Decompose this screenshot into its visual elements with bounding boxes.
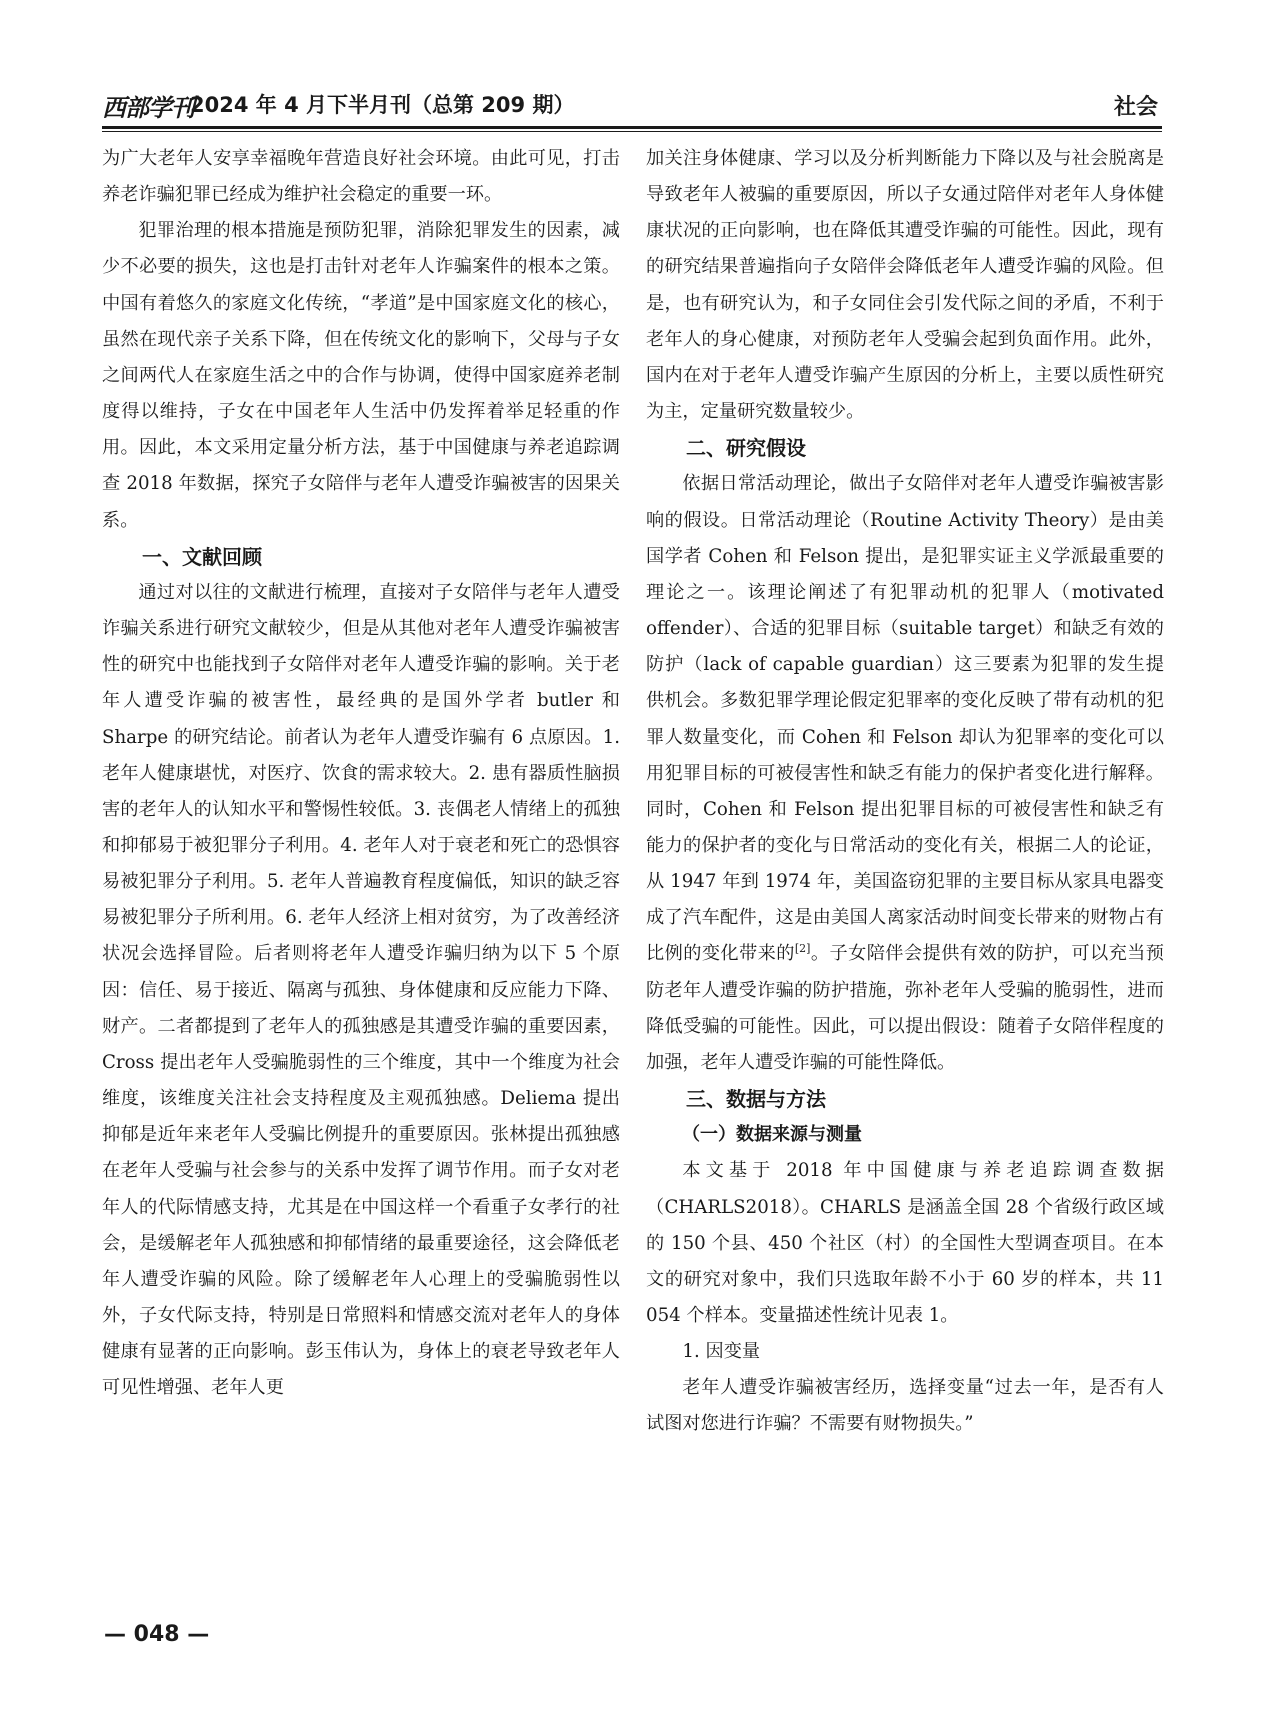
header-rule-thick <box>102 126 1162 129</box>
paragraph <box>646 466 1164 1081</box>
journal-logo: 西部学刊 <box>102 93 194 122</box>
running-header <box>102 88 1162 128</box>
section-heading: 二、研究假设 <box>686 436 806 461</box>
subsection-heading: （一）数据来源与测量 <box>682 1124 862 1146</box>
paragraph: 通过对以往的文献进行梳理，直接对子女陪伴与老年人遭受诈骗关系进行研究文献较少，但是从其他对老年人遭受诈骗被害性的研究中也能找到子女陪伴对老年人遭受诈骗的影响。关于老年人遭受诈骗的被害性，最经典的是国外学者 butler 和 Sharpe 的研究结论。前者认为老年人遭受诈骗有 6 点原因。1. 老年人健康堪忧，对医疗、饮食的需求较大。2. 患有器质性脑损害的老年人的认知水平和警惕性较低。3. 丧偶老人情绪上的孤独和抑郁易于被犯罪分子利用。4. 老年人对于衰老和死亡的恐惧容易被犯罪分子利用。5. 老年人普遍教育程度偏低，知识的缺乏容易被犯罪分子所利用。6. 老年人经济上相对贫穷，为了改善经济状况会选择冒险。后者则将老年人遭受诈骗归纳为以下 5 个原因：信任、易于接近、隔离与孤独、身体健康和反应能力下降、财产。二者都提到了老年人的孤独感是其遭受诈骗的重要因素，Cross 提出老年人受骗脆弱性的三个维度，其中一个维度为社会维度，该维度关注社会支持程度及主观孤独感。Deliema 提出抑郁是近年来老年人受骗比例提升的重要原因。张林提出孤独感在老年人受骗与社会参与的关系中发挥了调节作用。而子女对老年人的代际情感支持，尤其是在中国这样一个看重子女孝行的社会，是缓解老年人孤独感和抑郁情绪的最重要途径，这会降低老年人遭受诈骗的风险。除了缓解老年人心理上的受骗脆弱性以外，子女代际支持，特别是日常照料和情感交流对老年人的身体健康有显著的正向影响。彭玉伟认为，身体上的衰老导致老年人可见性增强、老年人更 <box>102 581 620 1399</box>
right-column <box>646 141 1164 1443</box>
left-column <box>102 141 620 1406</box>
paragraph: 为广大老年人安享幸福晚年营造良好社会环境。由此可见，打击养老诈骗犯罪已经成为维护社会稳定的重要一环。 <box>102 148 620 206</box>
header-rule-thin <box>102 131 1162 132</box>
subsection-label: 1. 因变量 <box>682 1341 761 1363</box>
section-name: 社会 <box>1113 95 1158 120</box>
paragraph: 加关注身体健康、学习以及分析判断能力下降以及与社会脱离是导致老年人被骗的重要原因，所以子女通过陪伴对老年人身体健康状况的正向影响，也在降低其遭受诈骗的可能性。因此，现有的研究结果普遍指向子女陪伴会降低老年人遭受诈骗的风险。但是，也有研究认为，和子女同住会引发代际之间的矛盾，不利于老年人的身心健康，对预防老年人受骗会起到负面作用。此外，国内在对于老年人遭受诈骗产生原因的分析上，主要以质性研究为主，定量研究数量较少。 <box>646 148 1164 423</box>
paragraph: 老年人遭受诈骗被害经历，选择变量“过去一年，是否有人试图对您进行诈骗？不需要有财物损失。” <box>646 1377 1164 1435</box>
citation: [2] <box>794 942 811 956</box>
paragraph: 本文基于 2018 年中国健康与养老追踪调查数据（CHARLS2018）。CHARLS 是涵盖全国 28 个省级行政区域的 150 个县、450 个社区（村）的全国性大型调查项目。在本文的研究对象中，我们只选取年龄不小于 60 岁的样本，共 11 054 个样本。变量描述性统计见表 1。 <box>646 1160 1164 1326</box>
paragraph-text: 依据日常活动理论，做出子女陪伴对老年人遭受诈骗被害影响的假设。日常活动理论（Routine Activity Theory）是由美国学者 Cohen 和 Felson 提出，是犯罪实证主义学派最重要的理论之一。该理论阐述了有犯罪动机的犯罪人（motivated offender）、合适的犯罪目标（suitable target）和缺乏有效的防护（lack of capable guardian）这三要素为犯罪的发生提供机会。多数犯罪学理论假定犯罪率的变化反映了带有动机的犯罪人数量变化，而 Cohen 和 Felson 却认为犯罪率的变化可以用犯罪目标的可被侵害性和缺乏有能力的保护者变化进行解释。同时，Cohen 和 Felson 提出犯罪目标的可被侵害性和缺乏有能力的保护者的变化与日常活动的变化有关，根据二人的论证，从 1947 年到 1974 年，美国盗窃犯罪的主要目标从家具电器变成了汽车配件，这是由美国人离家活动时间变长带来的财物占有比例的变化带来的 <box>646 473 1164 965</box>
paragraph: 犯罪治理的根本措施是预防犯罪，消除犯罪发生的因素，减少不必要的损失，这也是打击针对老年人诈骗案件的根本之策。中国有着悠久的家庭文化传统，“孝道”是中国家庭文化的核心，虽然在现代亲子关系下降，但在传统文化的影响下，父母与子女之间两代人在家庭生活之中的合作与协调，使得中国家庭养老制度得以维持，子女在中国老年人生活中仍发挥着举足轻重的作用。因此，本文采用定量分析方法，基于中国健康与养老追踪调查 2018 年数据，探究子女陪伴与老年人遭受诈骗被害的因果关系。 <box>102 220 620 531</box>
issue-info: 2024 年 4 月下半月刊（总第 209 期） <box>190 93 575 117</box>
section-heading: 一、文献回顾 <box>142 544 262 569</box>
page-number: — 048 — <box>104 1622 210 1647</box>
section-heading: 三、数据与方法 <box>686 1087 826 1112</box>
paragraph-text: 。子女陪伴会提供有效的防护，可以充当预防老年人遭受诈骗的防护措施，弥补老年人受骗的脆弱性，进而降低受骗的可能性。因此，可以提出假设：随着子女陪伴程度的加强，老年人遭受诈骗的可能性降低。 <box>646 943 1164 1073</box>
